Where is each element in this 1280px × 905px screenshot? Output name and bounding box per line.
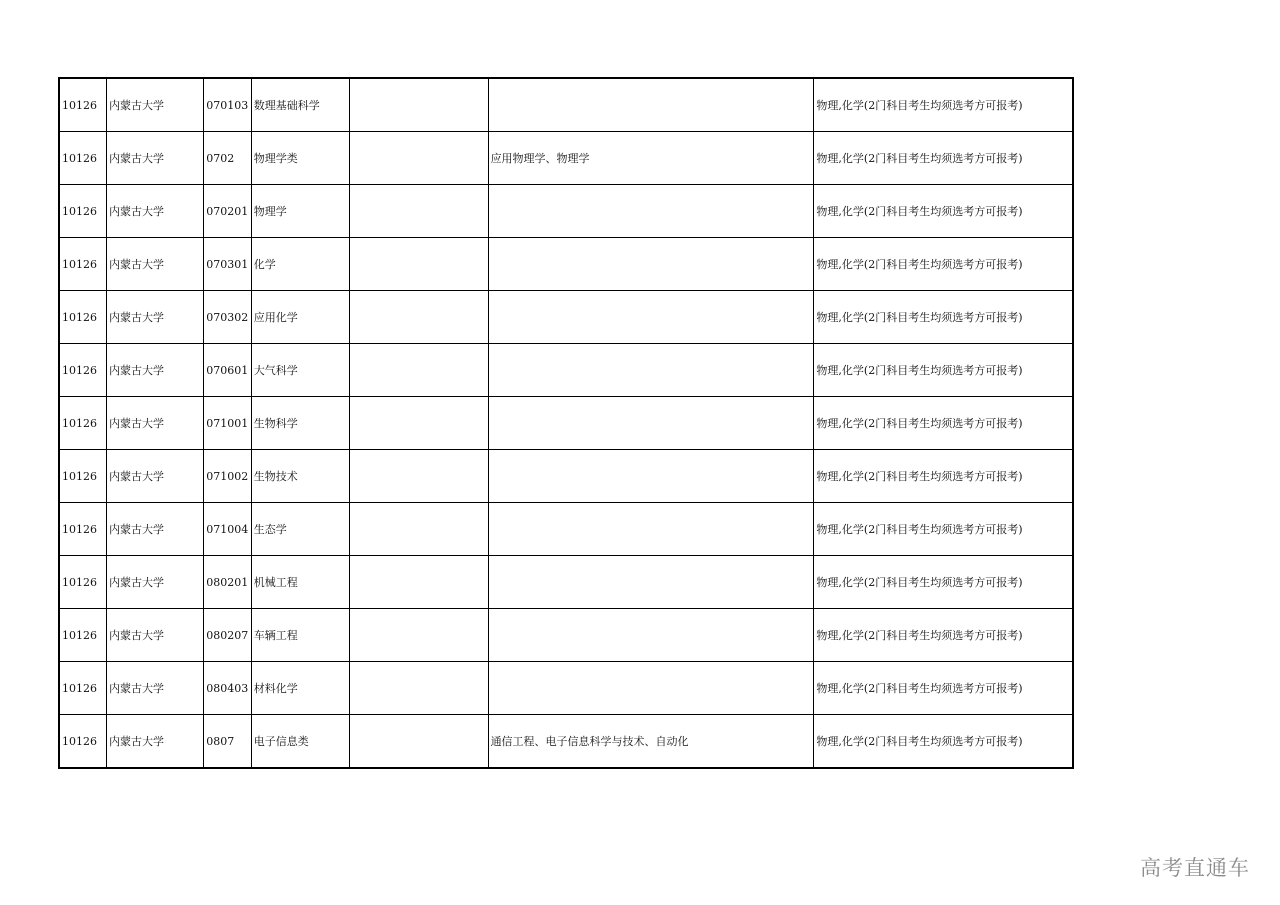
subject-requirement-cell: 物理,化学(2门科目考生均须选考方可报考) — [814, 78, 1073, 132]
major-name-cell: 生物科学 — [251, 397, 349, 450]
school-code-cell: 10126 — [59, 78, 107, 132]
major-name-cell: 机械工程 — [251, 556, 349, 609]
table-row — [59, 715, 1073, 769]
major-code-cell: 071002 — [204, 450, 252, 503]
school-name-cell: 内蒙古大学 — [107, 132, 204, 185]
subject-requirement-cell: 物理,化学(2门科目考生均须选考方可报考) — [814, 344, 1073, 397]
blank-cell — [349, 132, 488, 185]
major-name-cell: 应用化学 — [251, 291, 349, 344]
school-code-cell: 10126 — [59, 132, 107, 185]
school-name-cell: 内蒙古大学 — [107, 291, 204, 344]
blank-cell — [349, 503, 488, 556]
table-row — [59, 78, 1073, 132]
school-name-cell: 内蒙古大学 — [107, 662, 204, 715]
included-majors-cell — [488, 397, 814, 450]
major-name-cell: 物理学类 — [251, 132, 349, 185]
table-row — [59, 238, 1073, 291]
major-code-cell: 0807 — [204, 715, 252, 769]
table-row — [59, 609, 1073, 662]
major-code-cell: 0702 — [204, 132, 252, 185]
table-row — [59, 450, 1073, 503]
subject-requirement-cell: 物理,化学(2门科目考生均须选考方可报考) — [814, 238, 1073, 291]
school-name-cell: 内蒙古大学 — [107, 556, 204, 609]
school-code-cell: 10126 — [59, 609, 107, 662]
included-majors-cell — [488, 609, 814, 662]
major-code-cell: 080207 — [204, 609, 252, 662]
major-code-cell: 071004 — [204, 503, 252, 556]
table-row — [59, 132, 1073, 185]
blank-cell — [349, 238, 488, 291]
school-name-cell: 内蒙古大学 — [107, 609, 204, 662]
included-majors-cell: 应用物理学、物理学 — [488, 132, 814, 185]
blank-cell — [349, 609, 488, 662]
school-name-cell: 内蒙古大学 — [107, 397, 204, 450]
included-majors-cell — [488, 556, 814, 609]
table-body — [59, 78, 1073, 768]
watermark-text: 高考直通车 — [1140, 856, 1250, 880]
table-row — [59, 185, 1073, 238]
subject-requirement-cell: 物理,化学(2门科目考生均须选考方可报考) — [814, 609, 1073, 662]
major-name-cell: 车辆工程 — [251, 609, 349, 662]
major-code-cell: 070103 — [204, 78, 252, 132]
school-name-cell: 内蒙古大学 — [107, 78, 204, 132]
major-code-cell: 070301 — [204, 238, 252, 291]
blank-cell — [349, 78, 488, 132]
major-name-cell: 生物技术 — [251, 450, 349, 503]
included-majors-cell — [488, 185, 814, 238]
major-name-cell: 电子信息类 — [251, 715, 349, 769]
school-code-cell: 10126 — [59, 185, 107, 238]
major-name-cell: 数理基础科学 — [251, 78, 349, 132]
school-name-cell: 内蒙古大学 — [107, 450, 204, 503]
included-majors-cell — [488, 344, 814, 397]
included-majors-cell — [488, 78, 814, 132]
subject-requirement-cell: 物理,化学(2门科目考生均须选考方可报考) — [814, 185, 1073, 238]
school-code-cell: 10126 — [59, 503, 107, 556]
school-code-cell: 10126 — [59, 397, 107, 450]
school-name-cell: 内蒙古大学 — [107, 185, 204, 238]
table-row — [59, 662, 1073, 715]
included-majors-cell — [488, 238, 814, 291]
table-row — [59, 291, 1073, 344]
included-majors-cell — [488, 503, 814, 556]
subject-requirement-cell: 物理,化学(2门科目考生均须选考方可报考) — [814, 715, 1073, 769]
subject-requirement-cell: 物理,化学(2门科目考生均须选考方可报考) — [814, 503, 1073, 556]
major-code-cell: 071001 — [204, 397, 252, 450]
school-name-cell: 内蒙古大学 — [107, 503, 204, 556]
table-row — [59, 556, 1073, 609]
subject-requirement-cell: 物理,化学(2门科目考生均须选考方可报考) — [814, 132, 1073, 185]
blank-cell — [349, 291, 488, 344]
subject-requirement-cell: 物理,化学(2门科目考生均须选考方可报考) — [814, 397, 1073, 450]
table-row — [59, 397, 1073, 450]
major-name-cell: 化学 — [251, 238, 349, 291]
included-majors-cell — [488, 662, 814, 715]
school-code-cell: 10126 — [59, 450, 107, 503]
school-code-cell: 10126 — [59, 715, 107, 769]
major-code-cell: 080201 — [204, 556, 252, 609]
major-name-cell: 生态学 — [251, 503, 349, 556]
school-name-cell: 内蒙古大学 — [107, 238, 204, 291]
major-code-cell: 080403 — [204, 662, 252, 715]
blank-cell — [349, 450, 488, 503]
included-majors-cell — [488, 291, 814, 344]
subject-requirement-cell: 物理,化学(2门科目考生均须选考方可报考) — [814, 662, 1073, 715]
subject-requirement-cell: 物理,化学(2门科目考生均须选考方可报考) — [814, 450, 1073, 503]
school-code-cell: 10126 — [59, 556, 107, 609]
blank-cell — [349, 344, 488, 397]
major-requirements-table — [58, 77, 1074, 769]
subject-requirement-cell: 物理,化学(2门科目考生均须选考方可报考) — [814, 291, 1073, 344]
major-name-cell: 大气科学 — [251, 344, 349, 397]
major-code-cell: 070302 — [204, 291, 252, 344]
blank-cell — [349, 397, 488, 450]
major-code-cell: 070201 — [204, 185, 252, 238]
blank-cell — [349, 715, 488, 769]
school-code-cell: 10126 — [59, 238, 107, 291]
blank-cell — [349, 556, 488, 609]
table-row — [59, 344, 1073, 397]
blank-cell — [349, 662, 488, 715]
table-row — [59, 503, 1073, 556]
major-name-cell: 物理学 — [251, 185, 349, 238]
blank-cell — [349, 185, 488, 238]
school-code-cell: 10126 — [59, 344, 107, 397]
school-code-cell: 10126 — [59, 662, 107, 715]
included-majors-cell: 通信工程、电子信息科学与技术、自动化 — [488, 715, 814, 769]
school-name-cell: 内蒙古大学 — [107, 715, 204, 769]
major-code-cell: 070601 — [204, 344, 252, 397]
included-majors-cell — [488, 450, 814, 503]
school-name-cell: 内蒙古大学 — [107, 344, 204, 397]
major-name-cell: 材料化学 — [251, 662, 349, 715]
subject-requirement-cell: 物理,化学(2门科目考生均须选考方可报考) — [814, 556, 1073, 609]
school-code-cell: 10126 — [59, 291, 107, 344]
